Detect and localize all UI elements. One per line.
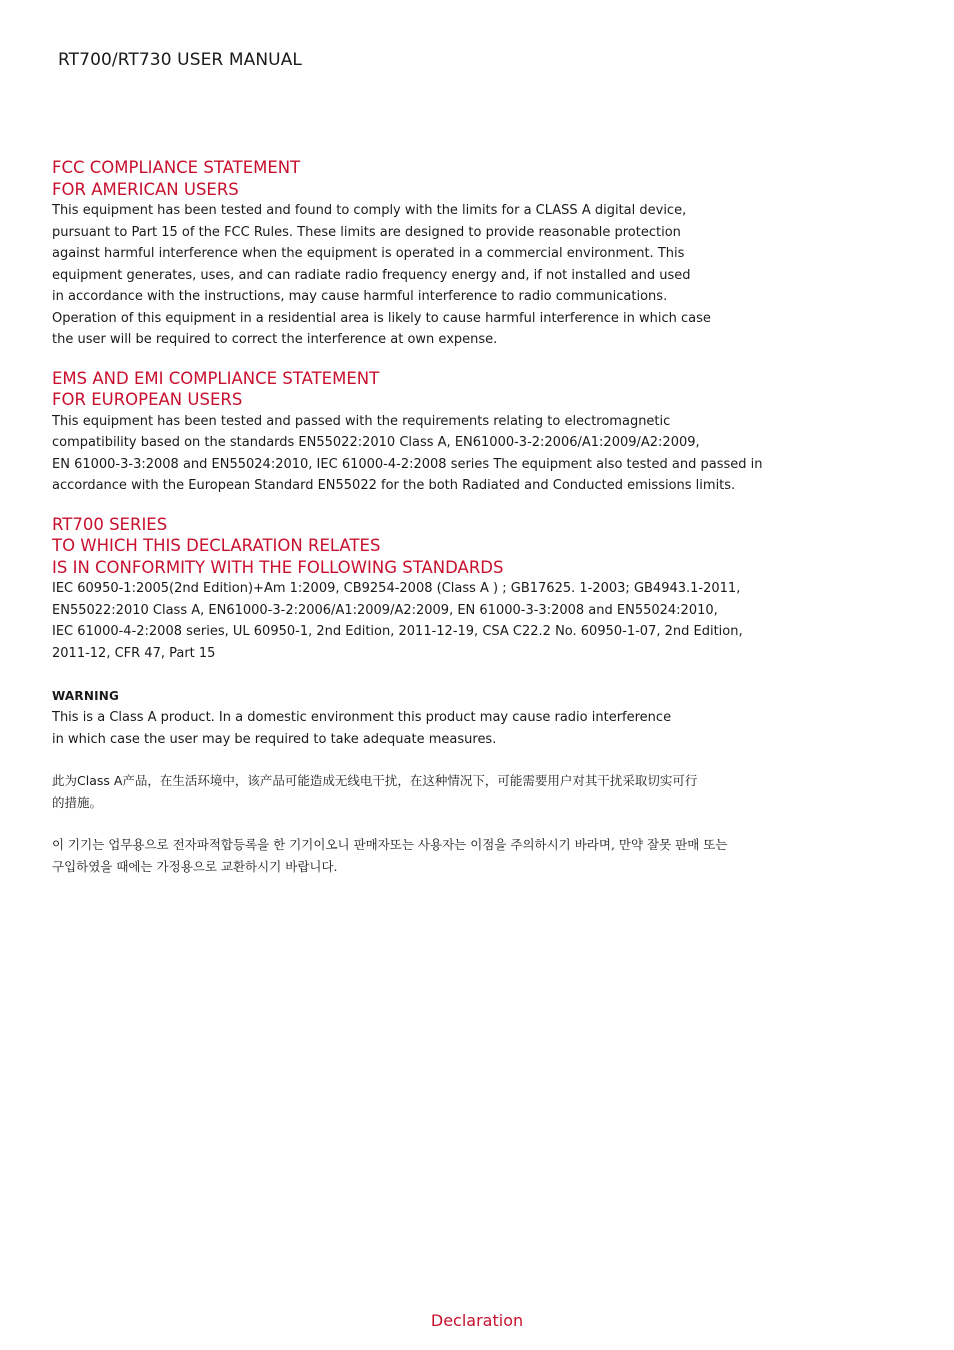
rt700-line: IEC 61000-4-2:2008 series, UL 60950-1, 2nd Edition, 2011-12-19, CSA C22.2 No. 60950-1-07, 2nd Edition, (52, 624, 743, 639)
ems-heading-line-2: FOR EUROPEAN USERS (52, 390, 243, 409)
fcc-line: in accordance with the instructions, may cause harmful interference to radio communications. (52, 289, 668, 304)
warning-section (52, 686, 842, 878)
fcc-paragraph (52, 200, 842, 351)
ems-line: This equipment has been tested and passed with the requirements relating to electromagnetic (52, 413, 671, 429)
footer-section-label: Declaration (430, 1311, 524, 1330)
rt700-line: EN55022:2010 Class A, EN61000-3-2:2006/A1:2009/A2:2009, EN 61000-3-3:2008 and EN55024:2010, (52, 602, 718, 618)
fcc-section (52, 157, 842, 351)
ems-heading (52, 368, 842, 411)
fcc-line: This equipment has been tested and found to comply with the limits for a CLASS A digital device, (52, 203, 687, 218)
warning-korean-line: 이 기기는 업무용으로 전자파적합등록을 한 기기이오니 판매자또는 사용자는 이점을 주의하시기 바라며, 만약 잘못 판매 또는 (52, 837, 728, 852)
fcc-heading-line-2: FOR AMERICAN USERS (52, 179, 239, 199)
warning-korean-line: 구입하였을 때에는 가정용으로 교환하시기 바랍니다. (52, 859, 338, 874)
rt700-heading (52, 514, 842, 579)
fcc-line: Operation of this equipment in a residential area is likely to cause harmful interference in which case (52, 310, 711, 326)
rt700-heading-line-1: RT700 SERIES (52, 514, 168, 534)
warning-korean (52, 834, 842, 878)
warning-chinese-line: 的措施。 (52, 795, 103, 810)
fcc-line: pursuant to Part 15 of the FCC Rules. These limits are designed to provide reasonable protection (52, 224, 681, 240)
rt700-line: IEC 60950-1:2005(2nd Edition)+Am 1:2009, CB9254-2008 (Class A ) ; GB17625. 1-2003; GB4943.1-2011, (52, 581, 741, 596)
rt700-paragraph (52, 578, 842, 664)
warning-chinese-line: 此为Class A产品，在生活环境中，该产品可能造成无线电干扰，在这种情况下，可能需要用户对其干扰采取切实可行 (52, 773, 698, 788)
ems-heading-line-1: EMS AND EMI COMPLIANCE STATEMENT (52, 368, 380, 388)
rt700-line: 2011-12, CFR 47, Part 15 (52, 645, 216, 661)
rt700-section (52, 514, 842, 665)
fcc-heading-line-1: FCC COMPLIANCE STATEMENT (52, 158, 301, 177)
warning-label: WARNING (52, 689, 120, 703)
fcc-heading (52, 157, 842, 200)
ems-line: EN 61000-3-3:2008 and EN55024:2010, IEC 61000-4-2:2008 series The equipment also tested and passed in (52, 456, 763, 472)
fcc-line: the user will be required to correct the interference at own expense. (52, 332, 498, 347)
warning-line: in which case the user may be required to take adequate measures. (52, 731, 497, 747)
warning-line: This is a Class A product. In a domestic environment this product may cause radio interference (52, 710, 672, 725)
rt700-heading-line-3: IS IN CONFORMITY WITH THE FOLLOWING STANDARDS (52, 557, 504, 577)
warning-paragraph (52, 707, 842, 750)
ems-paragraph (52, 411, 842, 497)
rt700-heading-line-2: TO WHICH THIS DECLARATION RELATES (52, 536, 381, 555)
warning-chinese (52, 770, 842, 814)
page-header-title: RT700/RT730 USER MANUAL (58, 50, 302, 70)
ems-section (52, 368, 842, 497)
ems-line: accordance with the European Standard EN55022 for the both Radiated and Conducted emissions limits. (52, 478, 736, 493)
document-body (52, 157, 842, 878)
fcc-line: equipment generates, uses, and can radiate radio frequency energy and, if not installed and used (52, 267, 691, 283)
fcc-line: against harmful interference when the equipment is operated in a commercial environment. This (52, 246, 685, 261)
ems-line: compatibility based on the standards EN55022:2010 Class A, EN61000-3-2:2006/A1:2009/A2:2009, (52, 435, 700, 450)
